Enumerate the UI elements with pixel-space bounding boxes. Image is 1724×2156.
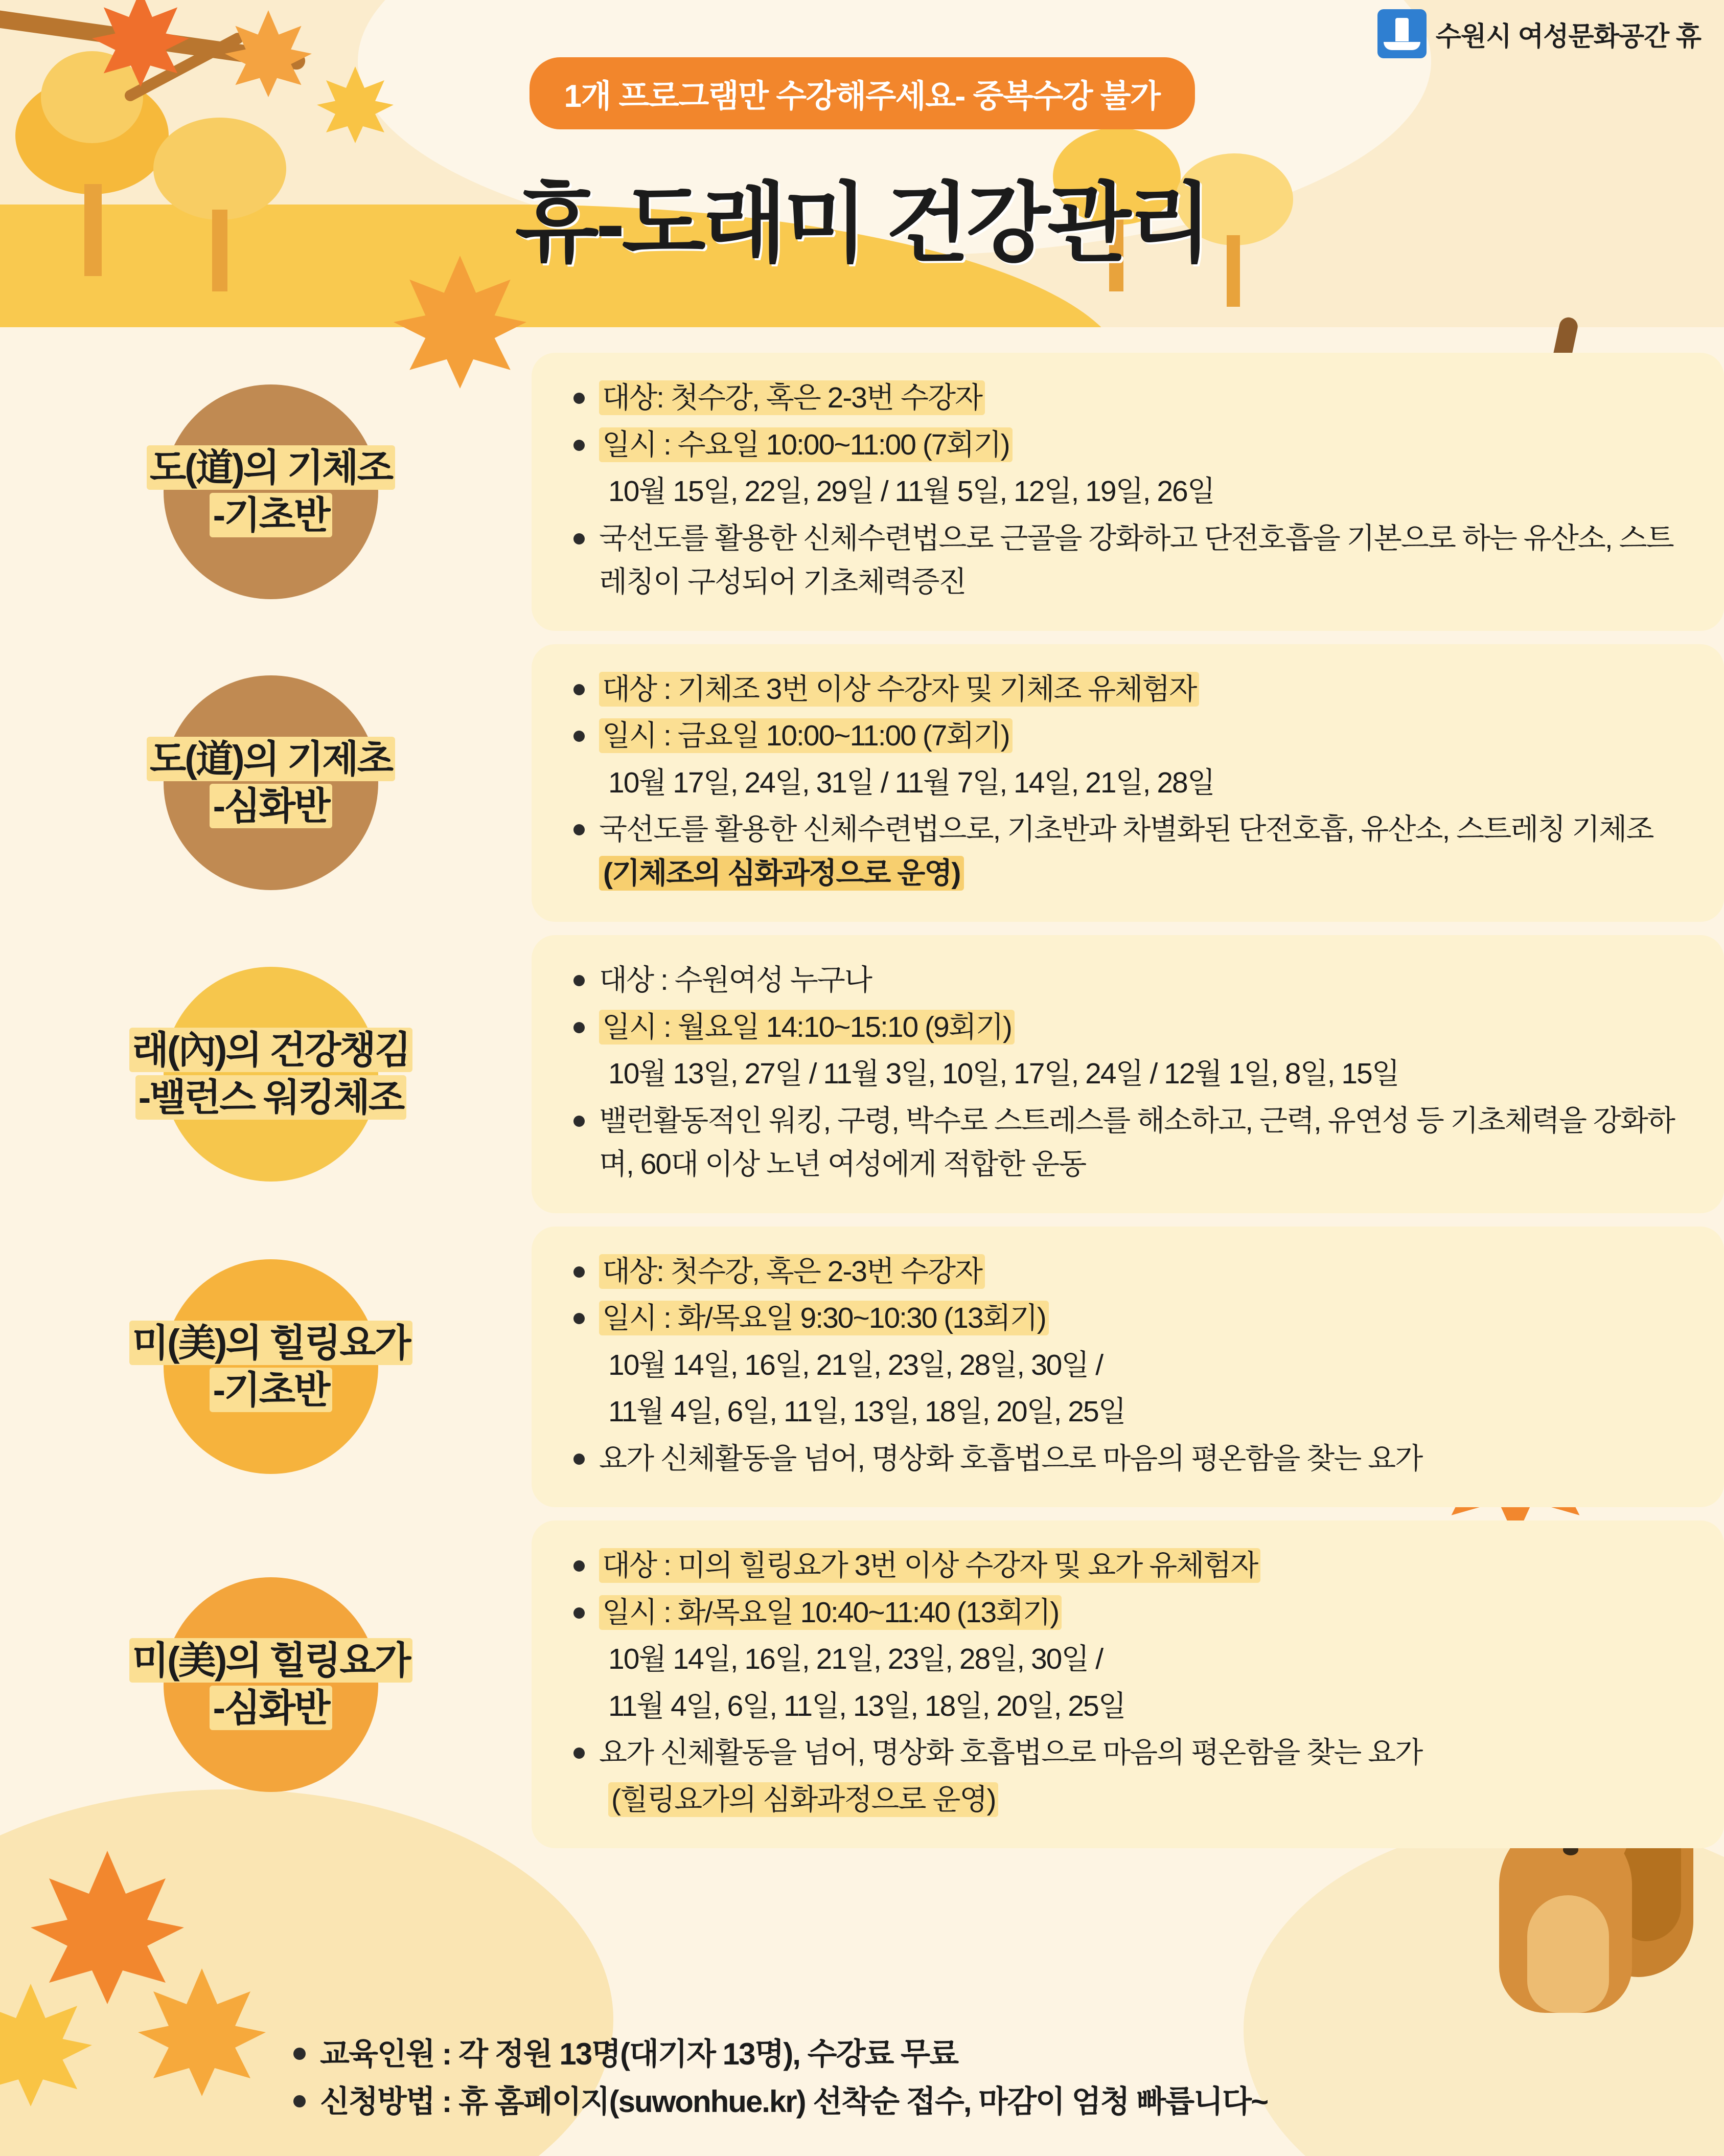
program-detail-line: 10월 15일, 22일, 29일 / 11월 5일, 12일, 19일, 26일 — [608, 475, 1214, 508]
program-detail-line: 국선도를 활용한 신체수련법으로 근골을 강화하고 단전호흡을 기본으로 하는 유산소, 스트레칭이 구성되어 기초체력증진 — [567, 517, 1696, 604]
program-detail-line: 요가 신체활동을 넘어, 명상화 호흡법으로 마음의 평온함을 찾는 요가 — [567, 1437, 1696, 1481]
footer-notes — [286, 2030, 1564, 2125]
program-detail-line: 10월 14일, 16일, 21일, 23일, 28일, 30일 / — [608, 1348, 1103, 1381]
program-title: 미(美)의 힐링요가 -심화반 — [129, 1637, 413, 1732]
program-detail-line: 일시 : 화/목요일 10:40~11:40 (13회기) — [567, 1591, 1696, 1635]
program-detail-list — [567, 668, 1696, 896]
program-detail-line: 10월 14일, 16일, 21일, 23일, 28일, 30일 / — [608, 1643, 1103, 1675]
program-detail-list — [567, 1544, 1696, 1822]
program-details-card — [532, 644, 1724, 922]
program-circle — [132, 1259, 410, 1474]
program-detail-line: 대상 : 수원여성 누구나 — [567, 959, 1696, 1003]
program-details-card — [532, 1520, 1724, 1848]
program-detail-line: 국선도를 활용한 신체수련법으로, 기초반과 차별화된 단전호흡, 유산소, 스트레칭 기체조 (기체조의 심화과정으로 운영) — [567, 808, 1696, 895]
program-list — [0, 353, 1724, 1862]
program-circle — [149, 384, 393, 599]
program-detail-line: 대상: 첫수강, 혹은 2-3번 수강자 — [567, 376, 1696, 420]
organization-name: 수원시 여성문화공간 휴 — [1435, 21, 1701, 52]
program-details-card — [532, 935, 1724, 1213]
program-detail-line: 일시 : 수요일 10:00~11:00 (7회기) — [567, 423, 1696, 467]
program-circle — [149, 675, 393, 890]
program-detail-line: 11월 4일, 6일, 11일, 13일, 18일, 20일, 25일 — [608, 1689, 1125, 1722]
program-row — [0, 1227, 1724, 1508]
program-details-card — [532, 1227, 1724, 1508]
program-detail-line: 대상: 첫수강, 혹은 2-3번 수강자 — [567, 1250, 1696, 1294]
organization-logo — [1377, 9, 1701, 58]
program-title: 도(道)의 기제초 -심화반 — [147, 736, 395, 830]
program-circle — [132, 1577, 410, 1792]
program-details-card — [532, 353, 1724, 631]
program-title: 래(內)의 건강챙김 -밸런스 워킹체조 — [129, 1027, 413, 1121]
program-detail-line: 일시 : 화/목요일 9:30~10:30 (13회기) — [567, 1297, 1696, 1341]
program-detail-line: 10월 17일, 24일, 31일 / 11월 7일, 14일, 21일, 28일 — [608, 766, 1214, 799]
program-detail-line: 요가 신체활동을 넘어, 명상화 호흡법으로 마음의 평온함을 찾는 요가 — [567, 1731, 1696, 1775]
program-detail-list — [567, 376, 1696, 604]
footer-note-item: 교육인원 : 각 정원 13명(대기자 13명), 수강료 무료 — [286, 2030, 1564, 2078]
program-detail-line: 10월 13일, 27일 / 11월 3일, 10일, 17일, 24일 / 12월 1일, 8일, 15일 — [608, 1057, 1399, 1090]
program-detail-line: (힐링요가의 심화과정으로 운영) — [567, 1778, 1696, 1822]
program-detail-list — [567, 959, 1696, 1187]
program-detail-line: 일시 : 월요일 14:10~15:10 (9회기) — [567, 1006, 1696, 1050]
program-detail-list — [567, 1250, 1696, 1481]
page-title: 휴-도래미 건강관리 — [515, 175, 1209, 273]
program-row — [0, 644, 1724, 922]
program-detail-line: 대상 : 미의 힐링요가 3번 이상 수강자 및 요가 유체험자 — [567, 1544, 1696, 1588]
program-title: 미(美)의 힐링요가 -기초반 — [129, 1320, 413, 1414]
footer-note-item: 신청방법 : 휴 홈페이지(suwonhue.kr) 선착순 접수, 마감이 엄청 빠릅니다~ — [286, 2078, 1564, 2125]
program-detail-line: 대상 : 기체조 3번 이상 수강자 및 기체조 유체험자 — [567, 668, 1696, 712]
program-detail-line: 일시 : 금요일 10:00~11:00 (7회기) — [567, 714, 1696, 758]
autumn-tree-icon — [153, 118, 307, 286]
program-detail-line: 11월 4일, 6일, 11일, 13일, 18일, 20일, 25일 — [608, 1395, 1125, 1428]
program-row — [0, 935, 1724, 1213]
notice-pill: 1개 프로그램만 수강해주세요- 중복수강 불가 — [529, 57, 1194, 129]
program-detail-line: 밸런활동적인 워킹, 구령, 박수로 스트레스를 해소하고, 근력, 유연성 등 기초체력을 강화하며, 60대 이상 노년 여성에게 적합한 운동 — [567, 1099, 1696, 1187]
program-row — [0, 353, 1724, 631]
suwon-city-logo-icon — [1377, 9, 1427, 58]
program-row — [0, 1520, 1724, 1848]
program-title: 도(道)의 기체조 -기초반 — [147, 444, 395, 539]
program-circle — [132, 967, 410, 1182]
